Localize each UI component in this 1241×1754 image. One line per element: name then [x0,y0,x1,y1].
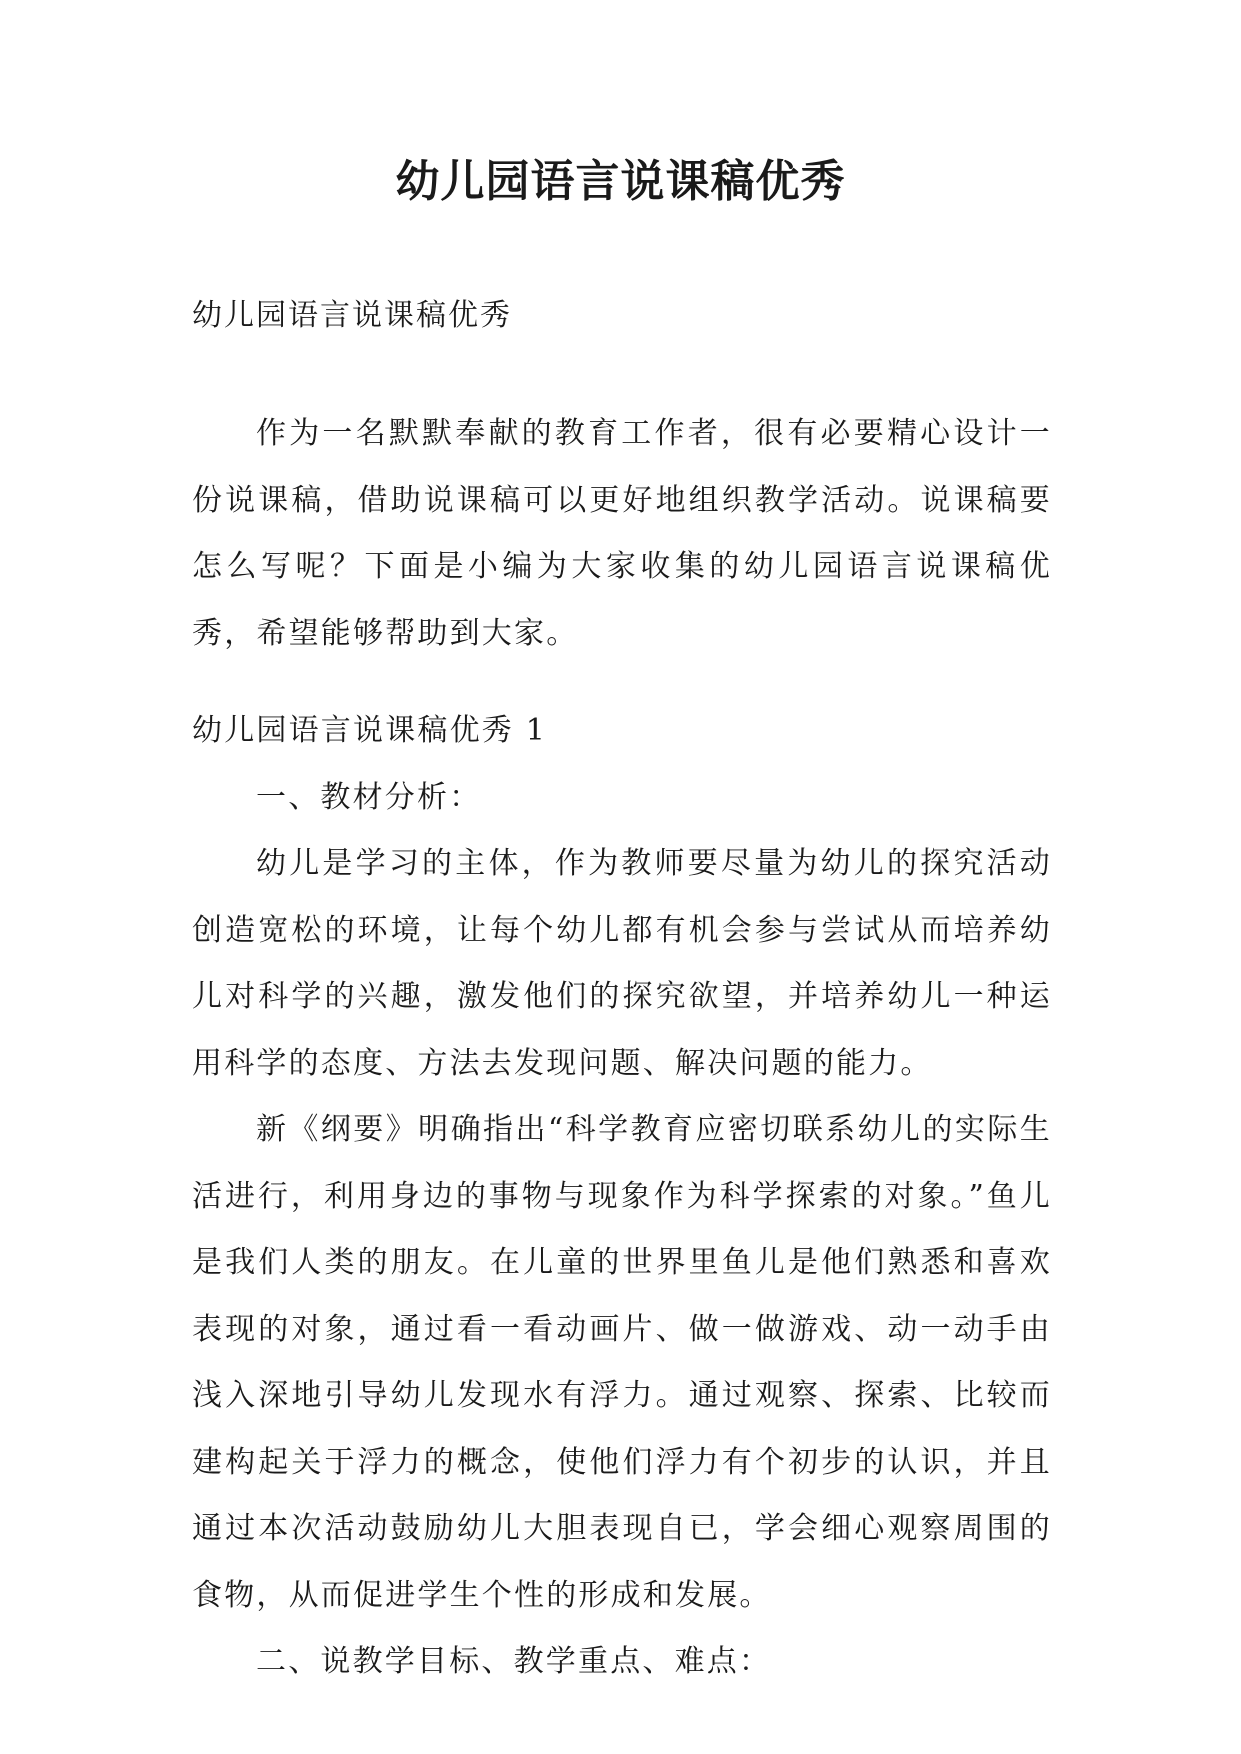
part1-heading: 一、教材分析： [256,779,482,815]
intro-paragraph: 作为一名默默奉献的教育工作者，很有必要精心设计一份说课稿，借助说课稿可以更好地组织教学活动。说课稿要怎么写呢？下面是小编为大家收集的幼儿园语言说课稿优秀，希望能够帮助到大家。 [192,416,1052,651]
section-heading: 幼儿园语言说课稿优秀 1 [192,713,548,748]
document-content [192,698,1052,1696]
paragraph-guideline: 新《纲要》明确指出“科学教育应密切联系幼儿的实际生活进行，利用身边的事物与现象作为科学探索的对象。”鱼儿是我们人类的朋友。在儿童的世界里鱼儿是他们熟悉和喜欢表现的对象，通过看一看动画片、做一做游戏、动一动手由浅入深地引导幼儿发现水有浮力。通过观察、探索、比较而建构起关于浮力的概念，使他们浮力有个初步的认识，并且通过本次活动鼓励幼儿大胆表现自已，学会细心观察周围的食物，从而促进学生个性的形成和发展。 [192,1112,1052,1613]
document-subtitle: 幼儿园语言说课稿优秀 [192,298,512,333]
paragraph-material-analysis: 幼儿是学习的主体，作为教师要尽量为幼儿的探究活动创造宽松的环境，让每个幼儿都有机会参与尝试从而培养幼儿对科学的兴趣，激发他们的探究欲望，并培养幼儿一种运用科学的态度、方法去发现问题、解决问题的能力。 [192,846,1052,1081]
part2-heading: 二、说教学目标、教学重点、难点： [256,1644,772,1679]
document-title: 幼儿园语言说课稿优秀 [395,156,846,207]
